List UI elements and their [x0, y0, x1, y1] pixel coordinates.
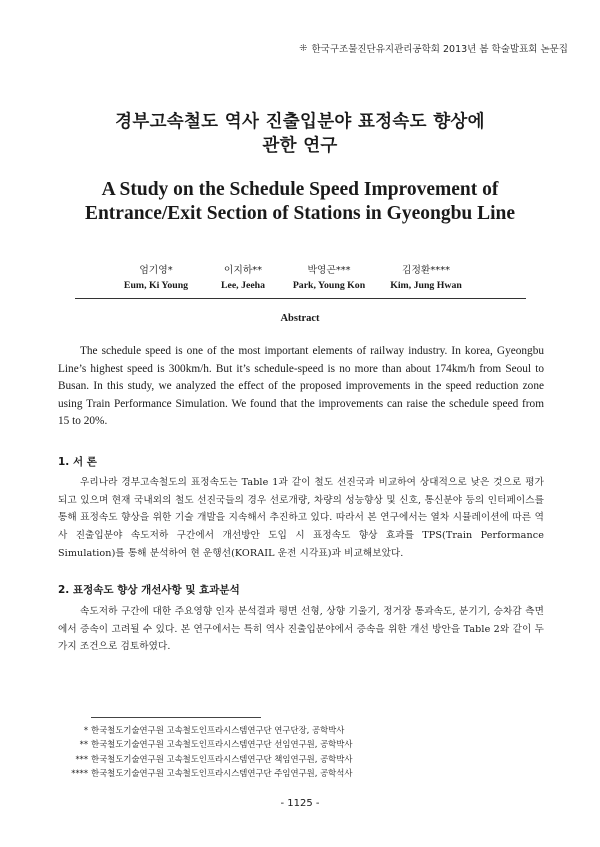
journal-header: [299, 41, 568, 55]
author-name-ko: 김정환****: [402, 265, 450, 276]
english-title-line-1: A Study on the Schedule Speed Improvement of: [101, 179, 499, 200]
author-name-ko: 엄기영*: [139, 265, 173, 276]
author-name-en: Park, Young Kon: [292, 280, 366, 291]
author-1: [106, 263, 206, 293]
author-name-en: Eum, Ki Young: [123, 280, 189, 291]
title-divider: [75, 298, 526, 299]
footnote-mark: ****: [71, 767, 88, 778]
author-name-ko: 박영곤***: [307, 265, 351, 276]
section-2-heading: 2. 표정속도 향상 개선사항 및 효과분석: [58, 584, 240, 596]
footnote-text: 한국철도기술연구원 고속철도인프라시스템연구단 선임연구원, 공학박사: [91, 739, 353, 750]
korean-title: [0, 110, 600, 158]
footnote-text: 한국철도기술연구원 고속철도인프라시스템연구단 주임연구원, 공학석사: [91, 767, 353, 778]
section-1-text: 우리나라 경부고속철도의 표정속도는 Table 1과 같이 철도 선진국과 비교하여 상대적으로 낮은 것으로 평가되고 있으며 현재 국내외의 철도 선진국들의 경우 선로개량, 차량의 성능향상 및 신호, 통신분야 등의 인터페이스를 통해 표정속도 향상을 위한 기술 개발을 지속해서 추진하고 있다. 따라서 본 연구에서는 열차 시뮬레이션에 따른 역사 진출입분야 속도저하 구간에서 개선방안 도입 시 표정속도 향상 효과를 TPS(Train Performance Simulation)를 통해 분석하여 현 운행선(KORAIL 운전 시각표)과 비교해보았다.: [58, 477, 544, 559]
english-title: [0, 178, 600, 226]
page-number: - 1125 -: [280, 798, 320, 809]
author-name-en: Kim, Jung Hwan: [390, 280, 462, 291]
author-name-ko: 이지하**: [223, 265, 263, 276]
author-name-en: Lee, Jeeha: [220, 280, 266, 291]
footnote: [58, 737, 352, 751]
footnote-divider: [91, 717, 261, 718]
journal-name: 한국구조물진단유지관리공학회 2013년 봄 학술발표회 논문집: [311, 44, 568, 55]
footnote-text: 한국철도기술연구원 고속철도인프라시스템연구단 연구단장, 공학박사: [91, 725, 345, 735]
author-3: [279, 263, 379, 293]
footnote-mark: *: [83, 725, 88, 735]
footnote-mark: ***: [75, 753, 88, 764]
footnote-mark: **: [79, 739, 88, 750]
abstract-text: The schedule speed is one of the most important elements of railway industry. In korea, Gyeongbu Line’s highest speed is 300km/h. But it’s schedule-speed is no more than about 174km/h from Seoul to Busan. In this study, we analyzed the effect of the proposed improvements in the speed reduction zone using Train Performance Simulation. We found that the improvements can raise the schedule speed from 15 to 20%.: [58, 345, 544, 428]
abstract-heading: Abstract: [280, 313, 320, 324]
english-title-line-2: Entrance/Exit Section of Stations in Gyeongbu Line: [84, 203, 516, 224]
footnote: [58, 752, 352, 766]
footnote-text: 한국철도기술연구원 고속철도인프라시스템연구단 책임연구원, 공학박사: [91, 753, 353, 764]
author-2: [193, 263, 293, 293]
header-mark-icon: ⁜: [299, 42, 308, 54]
author-4: [371, 263, 481, 293]
section-2-text: 속도저하 구간에 대한 주요영향 인자 분석결과 평면 선형, 상향 기울기, 정거장 통과속도, 분기기, 승차감 측면에서 증속이 고려될 수 있다. 본 연구에서는 특히 역사 진출입분야에서 증속을 위한 개선 방안을 Table 2와 같이 두 가지 조건으로 검토하였다.: [58, 606, 544, 653]
korean-title-line-1: 경부고속철도 역사 진출입분야 표정속도 향상에: [115, 112, 485, 132]
section-1-heading: 1. 서 론: [58, 456, 97, 468]
footnotes: [58, 723, 352, 780]
footnote: [58, 723, 352, 737]
footnote: [58, 766, 352, 780]
korean-title-line-2: 관한 연구: [262, 136, 338, 156]
